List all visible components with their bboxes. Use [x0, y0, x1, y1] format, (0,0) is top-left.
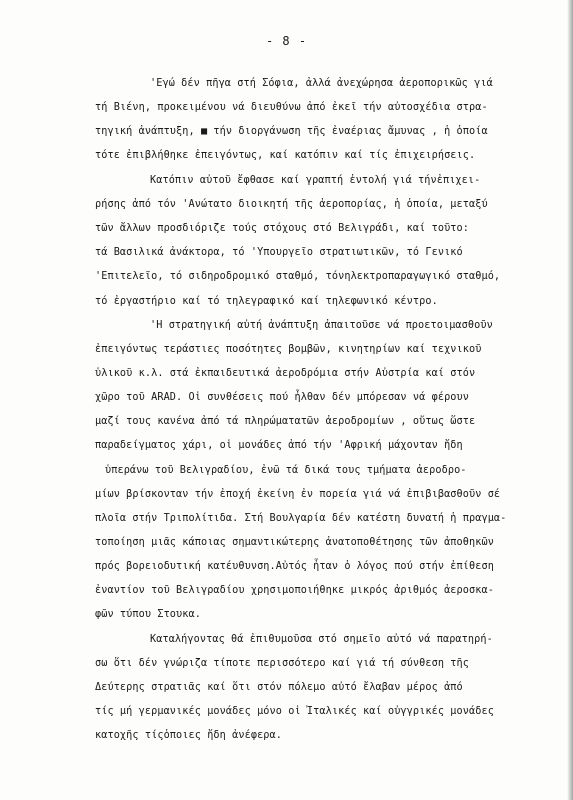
text-line: τῶν ἄλλων προσδιόριζε τούς στόχους στό Βελιγράδι, καί τοῦτο: [95, 223, 470, 234]
text-line: τηγική ἀνάπτυξη, ■ τήν διοργάνωση τῆς ἐναέριας ἄμυνας , ἡ ὁποία [95, 126, 488, 137]
text-line: ὑλικοῦ κ.λ. στά ἐκπαιδευτικά ἀεροδρόμια στήν Αὐστρία καί στόν [95, 368, 476, 379]
text-line: ἐναντίον τοῦ Βελιγραδίου χρησιμοποιήθηκε μικρός ἀριθμός ἀεροσκα- [95, 585, 494, 596]
text-line: τό ἐργαστήριο καί τό τηλεγραφικό καί τηλεφωνικό κέντρο. [95, 296, 438, 307]
text-line: τά Βασιλικά ἀνάκτορα, τό 'Υπουργεῖο στρατιωτικῶν, τό Γενικό [95, 247, 463, 258]
text-line: χῶρο τοῦ ARAD. Οἱ συνθέσεις πού ἦλθαν δέν μπόρεσαν νά φέρουν [95, 392, 470, 403]
text-line: σω ὅτι δέν γνώριζα τίποτε περισσότερο καί γιά τή σύνθεση τῆς [95, 658, 470, 669]
text-line: μαζί τους κανένα ἀπό τά πληρώματατῶν ἀεροδρομίων , οὔτως ὥστε [95, 416, 476, 427]
text-line: τοποίηση μιᾶς κάποιας σημαντικώτερης ἀνατοποθέτησης τῶν ἀποθηκῶν [95, 537, 494, 548]
text-line: ἐπειγόντως τεράστιες ποσότητες βομβῶν, κινητηρίων καί τεχνικοῦ [95, 344, 482, 355]
text-line: παραδείγματος χάρι, οἱ μονάδες ἀπό τήν 'Αφρική μάχονταν ἤδη [95, 440, 463, 451]
text-line: ὑπεράνω τοῦ Βελιγραδίου, ἐνῶ τά δικά τους τμήματα ἀεροδρο- [105, 465, 467, 476]
text-line: φῶν τύπου Στουκα. [95, 609, 201, 620]
text-line: τότε ἐπιβλήθηκε ἐπειγόντως, καί κατόπιν καί τίς ἐπιχειρήσεις. [95, 150, 476, 161]
text-line: 'Επιτελεῖο, τό σιδηροδρομικό σταθμό, τόνηλεκτροπαραγωγικό σταθμό, [95, 271, 501, 282]
text-line: τίς μή γερμανικές μονάδες μόνο οἱ Ἰταλικές καί οὐγγρικές μονάδες [95, 706, 494, 717]
text-line: τή Βιένη, προκειμένου νά διευθύνω ἀπό ἐκεῖ τήν αὐτοσχέδια στρα- [95, 102, 488, 113]
text-line: κατοχῆς τίςὁποιες ἤδη ἀνέφερα. [95, 730, 283, 741]
text-line: πρός βορειοδυτική κατέυθυνση.Αὐτός ἦταν ὁ λόγος πού στήν ἐπίθεση [95, 561, 494, 572]
text-line: 'Η στρατηγική αὐτή ἀνάπτυξη ἀπαιτοῦσε νά προετοιμασθοῦν [150, 320, 493, 331]
text-line: Καταλήγοντας θά ἐπιθυμοῦσα στό σημεῖο αὐτό νά παρατηρή- [150, 634, 493, 645]
scan-edge-shadow [567, 0, 573, 800]
page-number: - 8 - [265, 34, 308, 48]
text-line: πλοῖα στήν Τριπολίτιδα. Στή Βουλγαρία δέν κατέστη δυνατή ἡ πραγμα- [95, 513, 507, 524]
text-line: 'Εγώ δέν πῆγα στή Σόφια, ἀλλά ἀνεχώρησα ἀεροπορικῶς γιά [150, 78, 493, 89]
text-line: Κατόπιν αὐτοῦ ἔφθασε καί γραπτή ἐντολή γιά τήνἐπιχει- [150, 175, 481, 186]
text-line: ρήσης ἀπό τόν 'Ανώτατο διοικητή τῆς ἀεροπορίας, ἡ ὁποία, μεταξύ [95, 199, 488, 210]
text-line: Δεύτερης στρατιᾶς καί ὅτι στόν πόλεμο αὐτό ἔλαβαν μέρος ἀπό [95, 682, 463, 693]
text-line: μίων βρίσκονταν τήν ἐποχή ἐκείνη ἐν πορεία γιά νά ἐπιβιβασθοῦν σέ [95, 489, 501, 500]
